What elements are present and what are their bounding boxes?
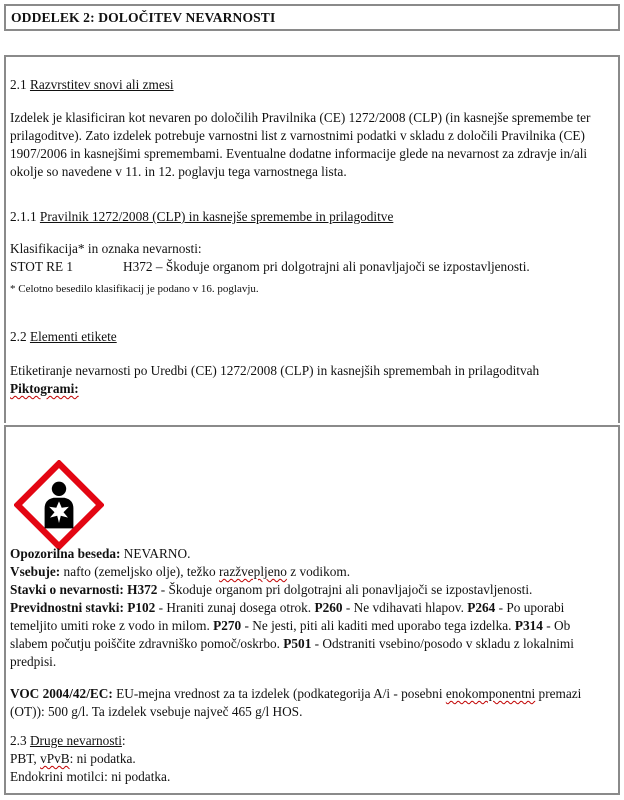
- p102-code: P102: [123, 600, 156, 615]
- classification-hazard: H372 – Škoduje organom pri dolgotrajni ali ponavljajoči se izpostavljenosti.: [123, 259, 530, 274]
- voc-text-2: premazi (OT)): 500 g/l. Ta izdelek vsebuje največ 465 g/l HOS.: [10, 686, 582, 719]
- hazard-statements-label: Stavki o nevarnosti:: [10, 582, 124, 597]
- voc-line: [10, 685, 610, 721]
- classification-code: STOT RE 1: [10, 259, 74, 274]
- p314-text: - Ob slabem počutju poiščite zdravniško pomoč/oskrbo.: [10, 618, 571, 651]
- classification-row: [10, 258, 610, 276]
- contains-value-flagged: razžvepljeno: [219, 564, 287, 579]
- s23-heading: [10, 732, 610, 750]
- p260-text: - Ne vdihavati hlapov.: [342, 600, 468, 615]
- pbt-line: [10, 750, 610, 768]
- p264-code: P264: [467, 600, 496, 615]
- pictograms-label: [10, 380, 610, 398]
- p264-text: - Po uporabi temeljito umiti roke z vodo in milom.: [10, 600, 565, 633]
- s22-heading: [10, 328, 610, 346]
- signal-word-line: [10, 545, 610, 563]
- voc-text-flagged: enokomponentni: [445, 686, 536, 701]
- s23-colon: :: [121, 733, 126, 748]
- s211-heading-text: Pravilnik 1272/2008 (CLP) in kasnejše spremembe in prilagoditve: [39, 209, 394, 224]
- s21-heading: [10, 76, 610, 94]
- s23-num: 2.3: [10, 733, 27, 748]
- precautionary-statements: [10, 599, 610, 671]
- classification-box: [4, 55, 620, 423]
- s211-num: 2.1.1: [10, 209, 37, 224]
- s22-heading-text: Elementi etikete: [29, 329, 117, 344]
- pbt-text-1: PBT,: [10, 751, 41, 766]
- s22-body: Etiketiranje nevarnosti po Uredbi (CE) 1272/2008 (CLP) in kasnejših spremembah in prilagoditvah: [10, 363, 540, 378]
- ghs08-health-hazard-icon: [14, 460, 104, 550]
- hazard-statements-line: [10, 581, 610, 599]
- section-title-box: [4, 4, 620, 31]
- p501-code: P501: [283, 636, 312, 651]
- s21-body: Izdelek je klasificiran kot nevaren po določilih Pravilnika (CE) 1272/2008 (CLP) (in kasnejše spremembe ter prilagoditve). Zato izdelek potrebuje varnostni list z varnostnimi podatki v skladu z določili Pravilnika (CE) 1907/2006 in kasnejšimi spremembami. Eventualne dodatne informacije glede na nevarnost za zdravje in/ali okolje so navedene v 11. in 12. poglavju tega varnostnega lista.: [10, 110, 591, 179]
- hazard-statement-code: H372: [123, 582, 158, 597]
- pbt-text-2: : ni podatka.: [69, 751, 136, 766]
- p270-text: - Ne jesti, piti ali kaditi med uporabo tega izdelka.: [241, 618, 515, 633]
- signal-word-label: Opozorilna beseda:: [10, 546, 121, 561]
- contains-value-1: nafto (zemeljsko olje), težko: [60, 564, 219, 579]
- contains-value-2: z vodikom.: [286, 564, 351, 579]
- s21-num: 2.1: [10, 77, 27, 92]
- classification-footnote: * Celotno besedilo klasifikacij je podano v 16. poglavju.: [10, 283, 259, 295]
- voc-text-1: EU-mejna vrednost za ta izdelek (podkategorija A/i - posebni: [112, 686, 446, 701]
- p314-code: P314: [514, 618, 543, 633]
- contains-line: [10, 563, 610, 581]
- s211-heading: [10, 208, 610, 226]
- classification-label: Klasifikacija* in oznaka nevarnosti:: [10, 241, 202, 256]
- p260-code: P260: [314, 600, 343, 615]
- p501-text: - Odstraniti vsebino/posodo v skladu z lokalnimi predpisi.: [10, 636, 574, 669]
- contains-label: Vsebuje:: [10, 564, 61, 579]
- p102-text: - Hraniti zunaj dosega otrok.: [155, 600, 315, 615]
- signal-word-value: NEVARNO.: [120, 546, 191, 561]
- s23-heading-text: Druge nevarnosti: [29, 733, 122, 748]
- hazard-statement-text: - Škoduje organom pri dolgotrajni ali ponavljajoči se izpostavljenosti.: [157, 582, 533, 597]
- pbt-text-flagged: vPvB: [40, 751, 70, 766]
- voc-label: VOC 2004/42/EC:: [10, 686, 113, 701]
- s21-heading-text: Razvrstitev snovi ali zmesi: [29, 77, 174, 92]
- endocrine-line: Endokrini motilci: ni podatka.: [10, 769, 171, 784]
- pictograms-label-text: Piktogrami:: [10, 381, 79, 396]
- section-title: ODDELEK 2: DOLOČITEV NEVARNOSTI: [11, 10, 276, 25]
- precautionary-label: Previdnostni stavki:: [10, 600, 124, 615]
- label-elements-box: [4, 425, 620, 795]
- s22-num: 2.2: [10, 329, 27, 344]
- p270-code: P270: [213, 618, 242, 633]
